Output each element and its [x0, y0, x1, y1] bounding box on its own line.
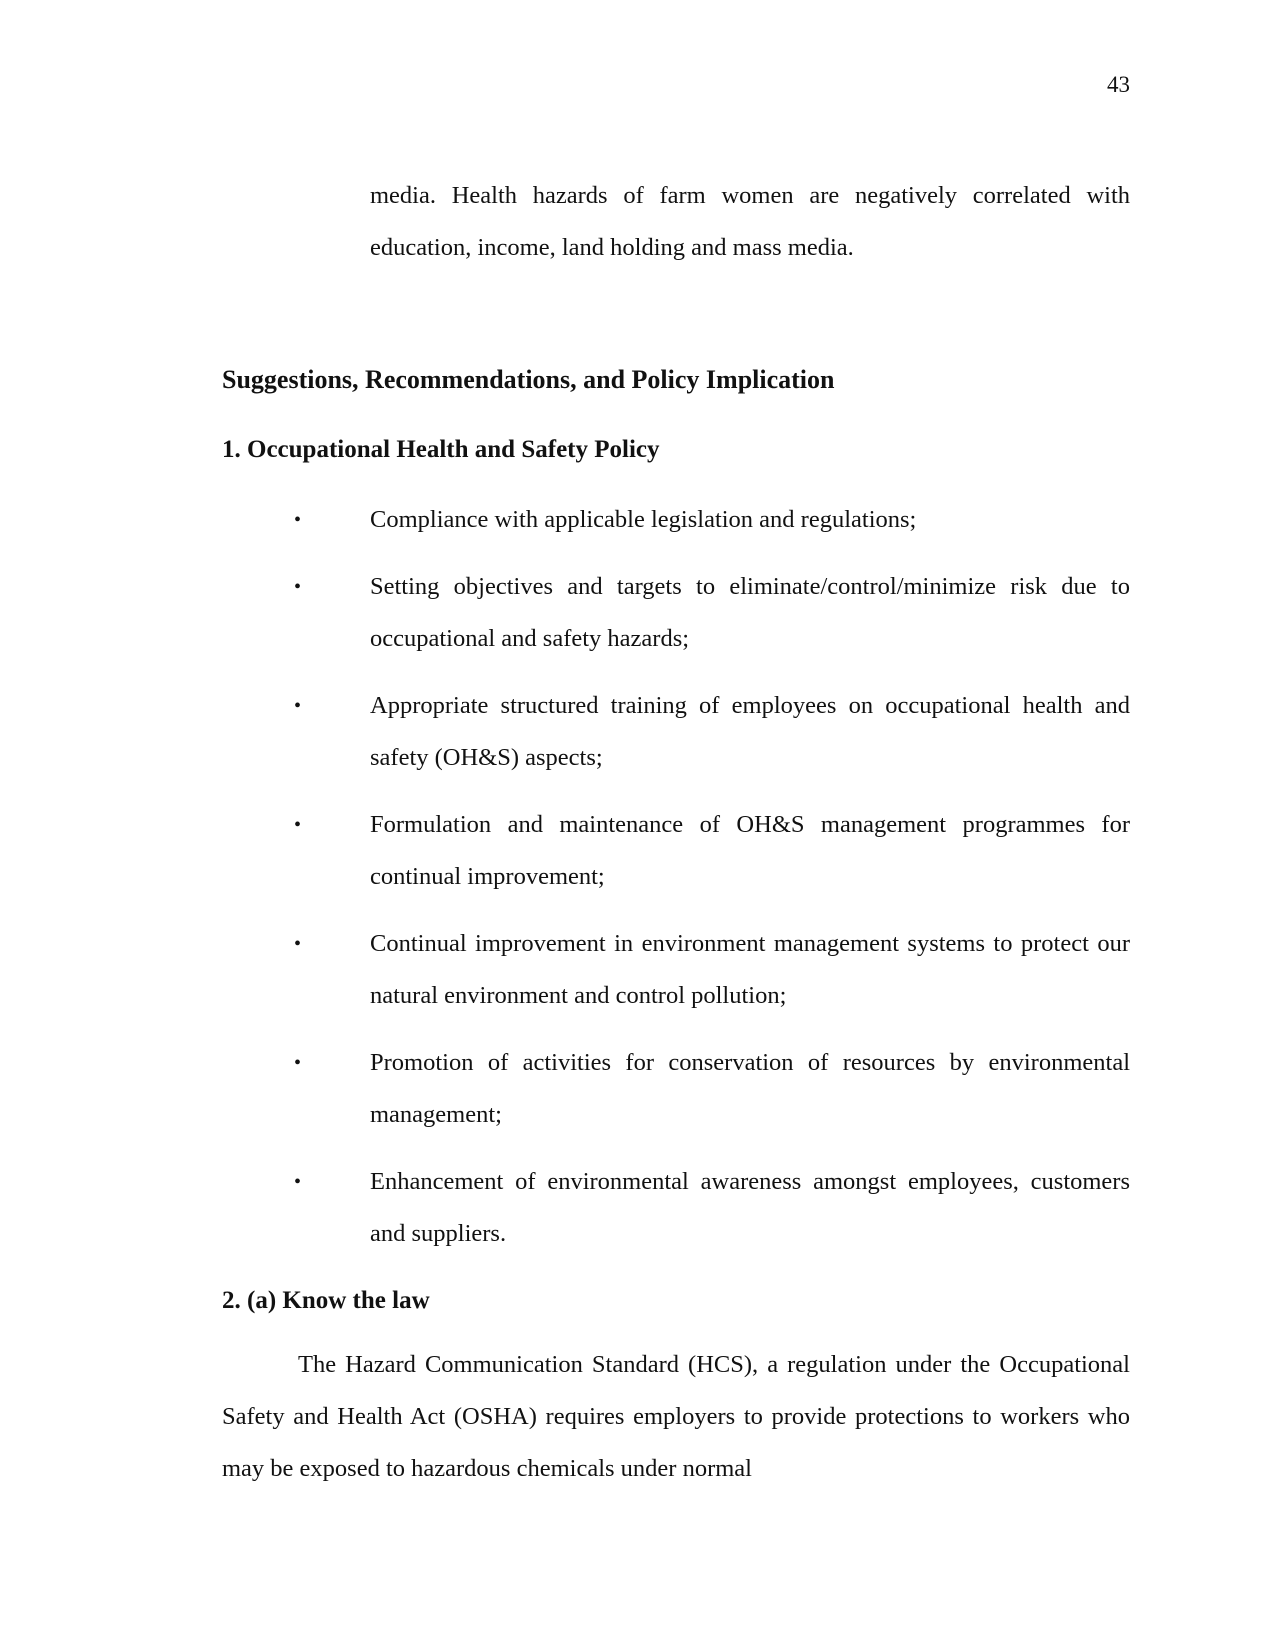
list-item-text: Appropriate structured training of employees on occupational health and safety (OH&S) aspects; — [370, 692, 1130, 771]
bullet-icon: • — [294, 1171, 302, 1193]
list-item-text: Promotion of activities for conservation of resources by environmental management; — [370, 1049, 1130, 1128]
section-heading: Suggestions, Recommendations, and Policy Implication — [222, 365, 835, 394]
list-item-text: Setting objectives and targets to eliminate/control/minimize risk due to occupational and safety hazards; — [370, 573, 1130, 652]
bullet-icon: • — [294, 576, 302, 598]
bullet-icon: • — [294, 814, 302, 836]
list-item — [222, 494, 1130, 546]
list-item — [222, 1156, 1130, 1260]
subsection-heading-know-the-law: 2. (a) Know the law — [222, 1287, 430, 1314]
list-item-text: Enhancement of environmental awareness amongst employees, customers and suppliers. — [370, 1168, 1130, 1247]
subsection-heading-ohs-policy: 1. Occupational Health and Safety Policy — [222, 436, 660, 463]
policy-bullet-list — [222, 494, 1130, 1275]
bullet-icon: • — [294, 933, 302, 955]
list-item — [222, 1037, 1130, 1141]
list-item — [222, 680, 1130, 784]
list-item — [222, 918, 1130, 1022]
list-item-text: Continual improvement in environment management systems to protect our natural environment and control pollution; — [370, 930, 1130, 1009]
bullet-icon: • — [294, 1052, 302, 1074]
list-item-text: Formulation and maintenance of OH&S management programmes for continual improvement; — [370, 811, 1130, 890]
bullet-icon: • — [294, 695, 302, 717]
list-item — [222, 561, 1130, 665]
bullet-icon: • — [294, 509, 302, 531]
intro-paragraph: media. Health hazards of farm women are negatively correlated with education, income, land holding and mass media. — [370, 182, 1130, 261]
list-item-text: Compliance with applicable legislation and regulations; — [370, 506, 917, 533]
page-number: 43 — [1107, 72, 1130, 97]
body-paragraph: The Hazard Communication Standard (HCS), a regulation under the Occupational Safety and Health Act (OSHA) requires employers to provide protections to workers who may be exposed to hazardous chemicals under normal — [222, 1351, 1130, 1482]
list-item — [222, 799, 1130, 903]
